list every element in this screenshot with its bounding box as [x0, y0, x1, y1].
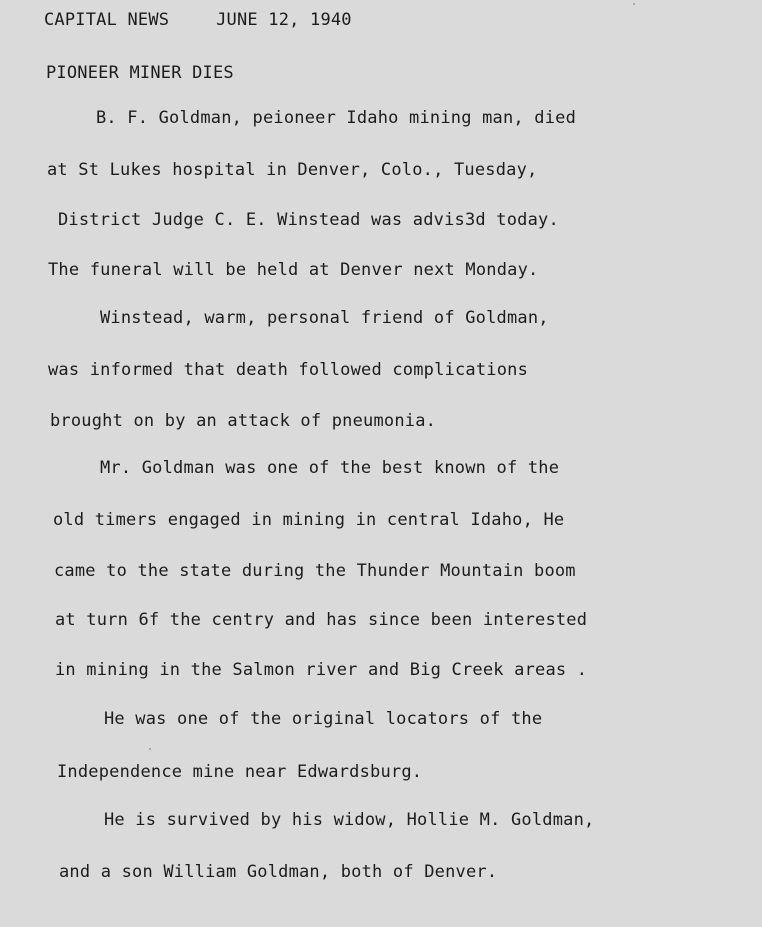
paragraph-line: in mining in the Salmon river and Big Creek areas . — [55, 660, 588, 680]
paragraph-line: He was one of the original locators of the — [104, 709, 543, 729]
paragraph-line: at St Lukes hospital in Denver, Colo., Tuesday, — [47, 160, 538, 180]
paragraph-line: at turn 6f the centry and has since been interested — [55, 610, 588, 630]
paragraph-line: was informed that death followed complications — [48, 360, 529, 380]
paragraph-line: The funeral will be held at Denver next Monday. — [48, 260, 539, 280]
paragraph-line: B. F. Goldman, peioneer Idaho mining man, died — [96, 108, 577, 128]
paragraph-line: and a son William Goldman, both of Denver. — [59, 862, 498, 882]
paragraph-line: old timers engaged in mining in central Idaho, He — [53, 510, 565, 530]
headline: PIONEER MINER DIES — [46, 63, 234, 83]
publication-name: CAPITAL NEWS — [44, 10, 170, 30]
scan-speck — [149, 748, 151, 750]
paragraph-line: Mr. Goldman was one of the best known of the — [100, 458, 560, 478]
paragraph-line: came to the state during the Thunder Mountain boom — [54, 561, 576, 581]
paragraph-line: He is survived by his widow, Hollie M. Goldman, — [104, 810, 595, 830]
paragraph-line: Independence mine near Edwardsburg. — [57, 762, 423, 782]
scan-speck — [633, 3, 635, 5]
publication-date: JUNE 12, 1940 — [216, 10, 352, 30]
paragraph-line: Winstead, warm, personal friend of Goldman, — [100, 308, 549, 328]
paragraph-line: brought on by an attack of pneumonia. — [50, 411, 437, 431]
paragraph-line: District Judge C. E. Winstead was advis3d today. — [58, 210, 559, 230]
header-line — [44, 10, 352, 30]
